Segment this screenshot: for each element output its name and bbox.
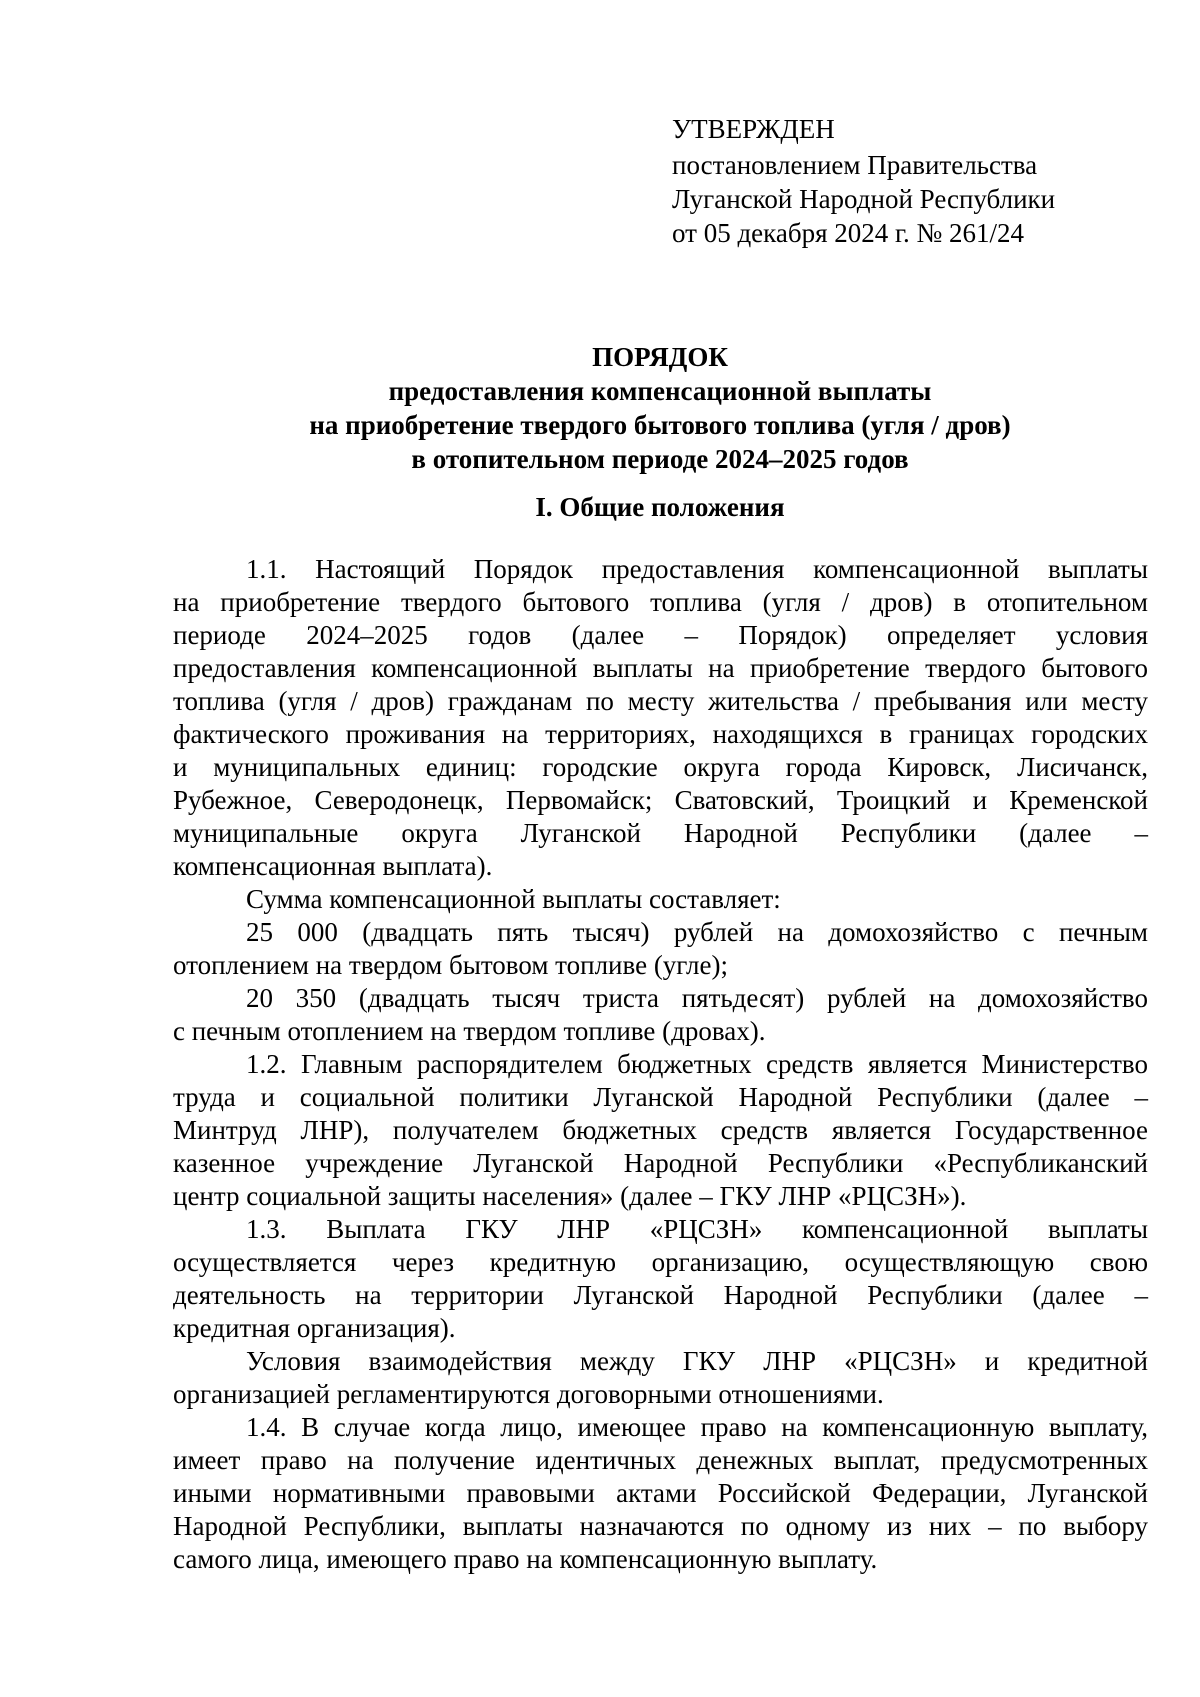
paragraph-line: на приобретение твердого бытового топлива (угля / дров) в отопительном bbox=[173, 587, 1148, 617]
paragraph-line: 1.1. Настоящий Порядок предоставления компенсационной выплаты bbox=[246, 554, 1148, 584]
section-heading: I. Общие положения bbox=[535, 492, 785, 522]
paragraph-line: фактического проживания на территориях, находящихся в границах городских bbox=[173, 719, 1148, 749]
paragraph-line: отоплением на твердом бытовом топливе (угле); bbox=[173, 950, 728, 980]
paragraph-line: Народной Республики, выплаты назначаются по одному из них – по выбору bbox=[173, 1511, 1148, 1541]
paragraph-line: и муниципальных единиц: городские округа города Кировск, Лисичанск, bbox=[173, 752, 1148, 782]
title-line: в отопительном периоде 2024–2025 годов bbox=[411, 444, 909, 474]
paragraph-line: Условия взаимодействия между ГКУ ЛНР «РЦСЗН» и кредитной bbox=[246, 1346, 1148, 1376]
paragraph-line: топлива (угля / дров) гражданам по месту жительства / пребывания или месту bbox=[173, 686, 1148, 716]
paragraph-line: периоде 2024–2025 годов (далее – Порядок) определяет условия bbox=[173, 620, 1148, 650]
paragraph-line: Сумма компенсационной выплаты составляет: bbox=[246, 884, 781, 914]
paragraph-line: компенсационная выплата). bbox=[173, 851, 493, 881]
paragraph-line: самого лица, имеющего право на компенсационную выплату. bbox=[173, 1544, 878, 1574]
title-line: на приобретение твердого бытового топлива (угля / дров) bbox=[309, 410, 1011, 440]
paragraph-line: иными нормативными правовыми актами Российской Федерации, Луганской bbox=[173, 1478, 1148, 1508]
title-main: ПОРЯДОК bbox=[592, 342, 728, 372]
paragraph-line: кредитная организация). bbox=[173, 1313, 456, 1343]
title-line: предоставления компенсационной выплаты bbox=[388, 376, 932, 406]
paragraph-line: 1.3. Выплата ГКУ ЛНР «РЦСЗН» компенсационной выплаты bbox=[246, 1214, 1148, 1244]
paragraph-line: предоставления компенсационной выплаты на приобретение твердого бытового bbox=[173, 653, 1148, 683]
paragraph-line: муниципальные округа Луганской Народной Республики (далее – bbox=[173, 818, 1148, 848]
document-body bbox=[173, 553, 1148, 1576]
paragraph-line: 1.4. В случае когда лицо, имеющее право на компенсационную выплату, bbox=[246, 1412, 1148, 1442]
approval-heading: УТВЕРЖДЕН bbox=[672, 114, 835, 144]
paragraph-line: деятельность на территории Луганской Народной Республики (далее – bbox=[173, 1280, 1148, 1310]
paragraph-line: осуществляется через кредитную организацию, осуществляющую свою bbox=[173, 1247, 1148, 1277]
paragraph-line: 1.2. Главным распорядителем бюджетных средств является Министерство bbox=[246, 1049, 1148, 1079]
approval-stamp bbox=[672, 112, 1055, 250]
paragraph-line: 25 000 (двадцать пять тысяч) рублей на домохозяйство с печным bbox=[246, 917, 1148, 947]
paragraph-line: с печным отоплением на твердом топливе (дровах). bbox=[173, 1016, 766, 1046]
approval-line: постановлением Правительства bbox=[672, 150, 1038, 180]
paragraph-line: Минтруд ЛНР), получателем бюджетных средств является Государственное bbox=[173, 1115, 1148, 1145]
paragraph-line: организацией регламентируются договорными отношениями. bbox=[173, 1379, 884, 1409]
paragraph-line: казенное учреждение Луганской Народной Республики «Республиканский bbox=[173, 1148, 1148, 1178]
paragraph-line: труда и социальной политики Луганской Народной Республики (далее – bbox=[173, 1082, 1148, 1112]
document-title bbox=[0, 340, 1200, 476]
paragraph-line: Рубежное, Северодонецк, Первомайск; Сватовский, Троицкий и Кременской bbox=[173, 785, 1148, 815]
approval-line: Луганской Народной Республики bbox=[672, 184, 1056, 214]
paragraph-line: имеет право на получение идентичных денежных выплат, предусмотренных bbox=[173, 1445, 1148, 1475]
paragraph-line: центр социальной защиты населения» (далее – ГКУ ЛНР «РЦСЗН»). bbox=[173, 1181, 967, 1211]
approval-date-number: от 05 декабря 2024 г. № 261/24 bbox=[672, 218, 1025, 248]
paragraph-line: 20 350 (двадцать тысяч триста пятьдесят) рублей на домохозяйство bbox=[246, 983, 1148, 1013]
